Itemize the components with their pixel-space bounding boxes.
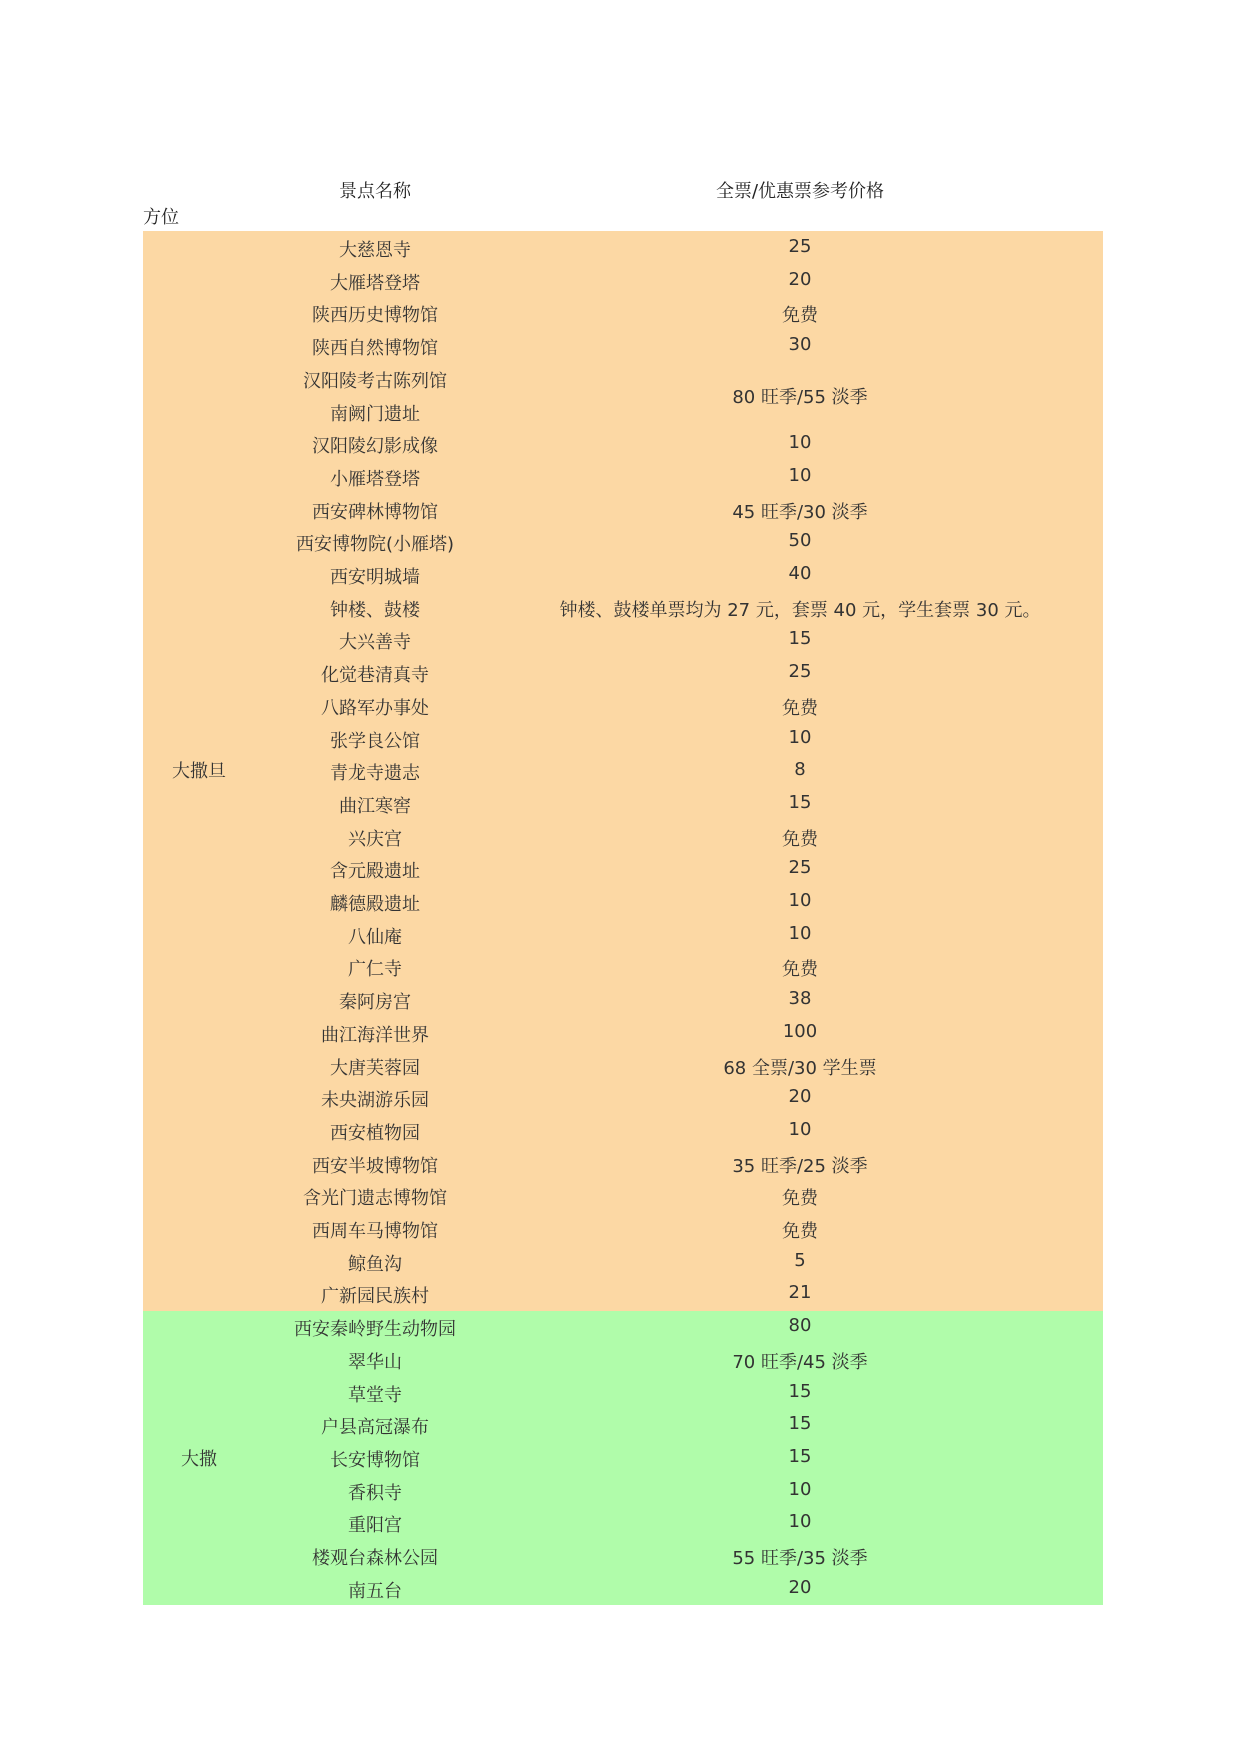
attraction-name: 八路军办事处	[321, 697, 429, 719]
attraction-price: 40	[788, 563, 812, 584]
attraction-name: 南五台	[348, 1580, 402, 1602]
attraction-name: 西安秦岭野生动物园	[294, 1319, 456, 1341]
attraction-price: 20	[788, 1086, 812, 1108]
attraction-price: 25	[788, 857, 812, 879]
attraction-name: 大兴善寺	[339, 632, 411, 654]
attraction-price: 8	[794, 759, 806, 781]
attraction-price: 45 旺季/30 淡季	[732, 501, 868, 523]
attraction-price: 30	[788, 334, 812, 356]
attraction-name: 汉阳陵考古陈列馆	[303, 370, 447, 392]
attraction-name: 陕西历史博物馆	[312, 305, 438, 327]
attraction-price: 免费	[782, 1188, 818, 1210]
attraction-price: 15	[788, 628, 812, 650]
attraction-name: 西安碑林博物馆	[312, 501, 438, 523]
attraction-name: 未央湖游乐园	[321, 1090, 429, 1112]
attraction-name: 长安博物馆	[330, 1449, 420, 1471]
attraction-price: 15	[788, 791, 812, 813]
attraction-name: 汉阳陵幻影成像	[312, 436, 438, 458]
attraction-name: 广仁寺	[348, 959, 402, 981]
attraction-price: 免费	[782, 1221, 818, 1242]
attraction-price: 50	[788, 530, 812, 552]
attraction-price: 20	[788, 1576, 812, 1598]
attraction-price: 20	[788, 268, 812, 290]
attraction-name: 翠华山	[348, 1351, 402, 1373]
attraction-price: 10	[788, 1118, 812, 1140]
attraction-price: 10	[788, 922, 812, 944]
attraction-name: 兴庆宫	[348, 828, 402, 850]
attraction-price: 免费	[782, 305, 818, 327]
attraction-name: 西安植物园	[330, 1122, 420, 1144]
attraction-price: 100	[782, 1020, 818, 1042]
attraction-name: 西安博物院(小雁塔)	[295, 534, 455, 556]
attraction-price: 10	[788, 890, 812, 911]
column-header-price: 全票/优惠票参考价格	[715, 181, 885, 202]
attraction-name: 化觉巷清真寺	[321, 665, 429, 687]
attraction-name: 钟楼、鼓楼	[330, 599, 420, 621]
attraction-price: 15	[788, 1380, 812, 1402]
attraction-price: 80	[788, 1315, 812, 1337]
attraction-name: 草堂寺	[348, 1384, 402, 1406]
attraction-price: 免费	[782, 959, 818, 981]
attraction-price: 10	[788, 1478, 812, 1500]
attraction-price: 15	[788, 1413, 812, 1435]
attraction-price: 55 旺季/35 淡季	[732, 1548, 868, 1569]
attraction-price: 10	[788, 1511, 812, 1533]
attraction-price: 25	[788, 661, 812, 683]
attraction-price: 25	[788, 236, 812, 257]
attraction-name: 大唐芙蓉园	[330, 1057, 420, 1079]
attraction-name: 鲸鱼沟	[348, 1253, 402, 1275]
attraction-price: 5	[794, 1249, 806, 1271]
attraction-name: 西安半坡博物馆	[312, 1155, 438, 1177]
attraction-name: 大雁塔登塔	[330, 272, 420, 294]
attraction-name: 秦阿房宫	[339, 992, 411, 1014]
attraction-price: 钟楼、鼓楼单票均为 27 元，套票 40 元，学生套票 30 元。	[559, 599, 1041, 621]
attraction-name: 含光门遗志博物馆	[303, 1188, 447, 1210]
attraction-name: 楼观台森林公园	[312, 1548, 438, 1569]
attraction-name: 重阳宫	[348, 1515, 402, 1537]
attraction-price: 38	[788, 988, 812, 1010]
attraction-name: 八仙庵	[348, 926, 402, 948]
attraction-price: 免费	[782, 697, 818, 719]
attraction-name: 陕西自然博物馆	[312, 338, 438, 360]
attraction-name: 青龙寺遗志	[330, 763, 420, 785]
attraction-name: 南阙门遗址	[330, 403, 420, 425]
column-header-region: 方位	[143, 207, 179, 228]
attraction-price: 35 旺季/25 淡季	[732, 1155, 868, 1177]
attraction-name: 张学良公馆	[330, 730, 420, 752]
attraction-price: 10	[788, 726, 812, 748]
region-label-2: 大撒	[181, 1449, 217, 1470]
attraction-name: 麟德殿遗址	[330, 894, 420, 915]
attraction-price: 15	[788, 1445, 812, 1467]
attraction-price: 免费	[782, 828, 818, 850]
attraction-name: 户县高冠瀑布	[321, 1417, 429, 1439]
attraction-price: 70 旺季/45 淡季	[732, 1351, 868, 1373]
attraction-price: 21	[788, 1282, 812, 1304]
attraction-name: 含元殿遗址	[330, 861, 420, 883]
attraction-name: 曲江海洋世界	[321, 1024, 429, 1046]
attraction-name: 广新园民族村	[321, 1286, 429, 1308]
attraction-name: 香积寺	[348, 1482, 402, 1504]
attraction-price: 68 全票/30 学生票	[723, 1057, 877, 1079]
attraction-name: 西安明城墙	[330, 567, 420, 588]
attraction-price: 10	[788, 464, 812, 486]
region-label-1: 大撒旦	[172, 761, 226, 782]
attraction-name: 小雁塔登塔	[330, 468, 420, 490]
attraction-name: 大慈恩寺	[339, 240, 411, 261]
attraction-price: 10	[788, 432, 812, 454]
column-header-name: 景点名称	[339, 181, 411, 202]
attraction-price: 80 旺季/55 淡季	[732, 387, 868, 409]
attraction-name: 曲江寒窖	[339, 795, 411, 817]
attraction-name: 西周车马博物馆	[312, 1221, 438, 1242]
